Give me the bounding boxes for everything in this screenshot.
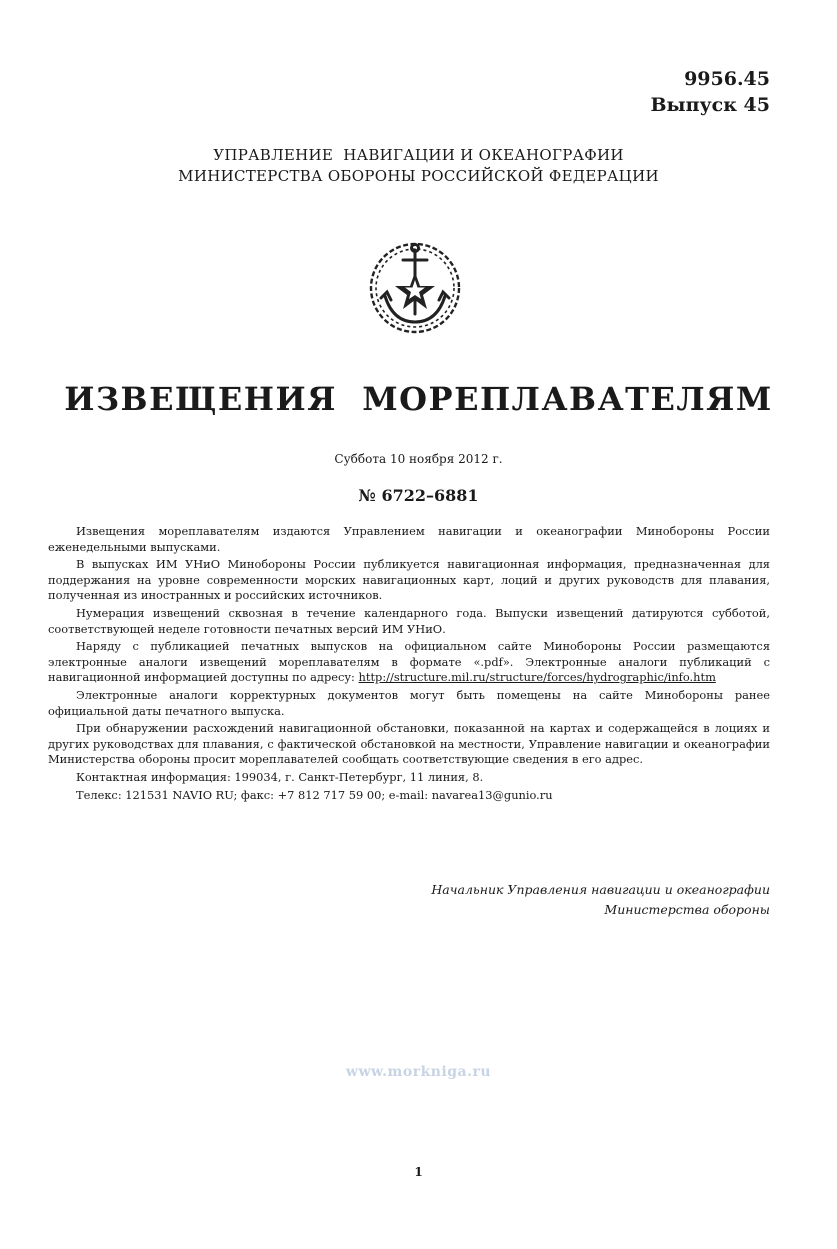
page-number: 1: [414, 1165, 423, 1179]
organization-line-1: УПРАВЛЕНИЕ НАВИГАЦИИ И ОКЕАНОГРАФИИ: [213, 146, 624, 164]
signature-block: [431, 880, 770, 920]
document-title: ИЗВЕЩЕНИЯ МОРЕПЛАВАТЕЛЯМ: [64, 380, 773, 418]
paragraph-electronic-text: Наряду с публикацией печатных выпусков на официальном сайте Минобороны России размещаются электронные аналоги извещений мореплавателям в формате «.pdf». Электронные аналоги публикаций с навигационной информацией доступны по адресу:: [48, 639, 770, 685]
document-code: 9956.45: [684, 68, 770, 90]
body-text: [48, 524, 770, 805]
notice-number-range: № 6722–6881: [358, 486, 479, 505]
organization-name: [0, 145, 837, 187]
paragraph-intro: Извещения мореплавателям издаются Управлением навигации и океанографии Минобороны России еженедельными выпусками.: [48, 524, 770, 554]
paragraph-early-publication: Электронные аналоги корректурных документов могут быть помещены на сайте Минобороны ранее официальной даты печатного выпуска.: [48, 687, 770, 718]
anchor-star-chain-emblem-icon: [363, 236, 467, 340]
organization-line-2: МИНИСТЕРСТВА ОБОРОНЫ РОССИЙСКОЙ ФЕДЕРАЦИИ: [178, 167, 659, 185]
signature-line-2: Министерства обороны: [604, 902, 770, 917]
contact-telex-fax-email: Телекс: 121531 NAVIO RU; факс: +7 812 717 59 00; e-mail: navarea13@gunio.ru: [76, 787, 553, 802]
issue-label: Выпуск 45: [650, 94, 770, 116]
contact-address: Контактная информация: 199034, г. Санкт-Петербург, 11 линия, 8.: [76, 769, 484, 784]
watermark: www.morkniga.ru: [345, 1064, 492, 1080]
issue-date: Суббота 10 ноября 2012 г.: [334, 452, 503, 466]
paragraph-electronic: [48, 639, 770, 686]
signature-line-1: Начальник Управления навигации и океанографии: [431, 882, 770, 897]
paragraph-discrepancies: При обнаружении расхождений навигационной обстановки, показанной на картах и содержащейся в лоциях и других руководствах для плавания, с фактической обстановкой на местности, Управление навигации и океанографии Министерства обороны просит мореплавателей сообщать соответствующие сведения в его адрес.: [48, 721, 770, 767]
header-code-block: [650, 66, 770, 118]
paragraph-numbering: Нумерация извещений сквозная в течение календарного года. Выпуски извещений датируются субботой, соответствующей неделе готовности печатных версий ИМ УНиО.: [48, 605, 770, 636]
website-link[interactable]: http://structure.mil.ru/structure/forces/hydrographic/info.htm: [358, 670, 716, 685]
paragraph-content: В выпусках ИМ УНиО Минобороны России публикуется навигационная информация, предназначенная для поддержания на уровне современности морских навигационных карт, лоций и других руководств для плавания, полученная из иностранных и российских источников.: [48, 557, 770, 603]
